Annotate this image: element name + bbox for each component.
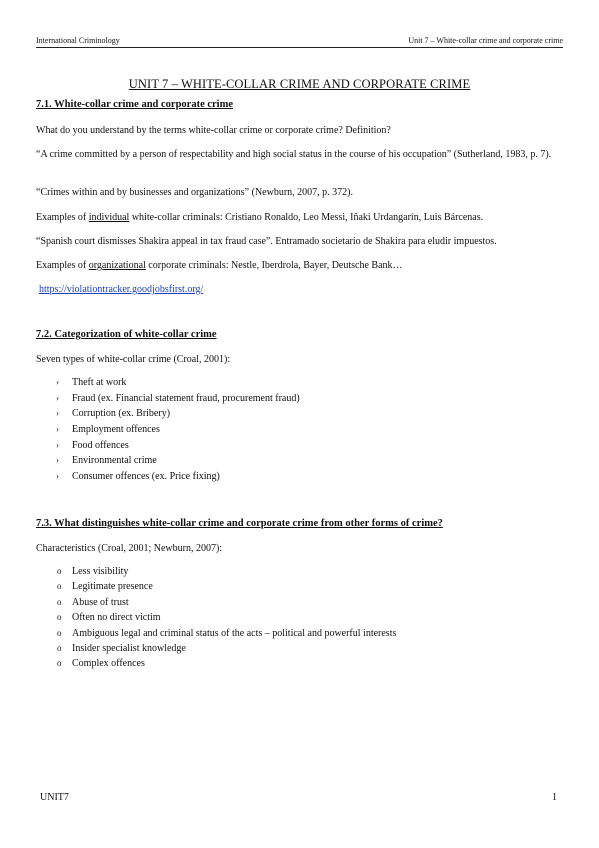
- footer-unit-label: UNIT7: [40, 792, 69, 803]
- list-item-text: Ambiguous legal and criminal status of the acts – political and powerful interests: [72, 627, 397, 639]
- list-item-text: Employment offences: [72, 424, 160, 436]
- individual-term: individual: [88, 212, 130, 223]
- organizational-term: organizational: [88, 260, 146, 271]
- violation-tracker-link-row: [39, 283, 566, 297]
- bullet-marker: o: [57, 642, 62, 653]
- individual-examples-prefix: Examples of: [36, 212, 89, 223]
- list-item: [36, 579, 396, 594]
- list-item-text: Theft at work: [72, 377, 127, 388]
- list-item-text: Legitimate presence: [72, 581, 153, 593]
- list-item-text: Abuse of trust: [72, 596, 129, 608]
- section-3-intro: Characteristics (Croal, 2001; Newburn, 2007):: [36, 543, 223, 554]
- header-divider: [36, 47, 563, 48]
- individual-examples-rest: white-collar criminals: Cristiano Ronaldo, Leo Messi, Iñaki Urdangarín, Luis Bárcenas.: [129, 212, 484, 223]
- bullet-marker: ›: [56, 424, 59, 435]
- shakira-headline: “Spanish court dismisses Shakira appeal in tax fraud case”. Entramado societario de Shakira para eludir impuestos.: [36, 236, 497, 247]
- page-header: [36, 36, 563, 46]
- organizational-examples: [36, 259, 563, 273]
- individual-examples: [36, 211, 563, 225]
- list-item-text: Corruption (ex. Bribery): [72, 408, 171, 420]
- bullet-marker: o: [57, 627, 62, 638]
- list-item: [36, 564, 396, 579]
- bullet-marker: ›: [56, 408, 59, 419]
- organizational-examples-rest: corporate criminals: Nestle, Iberdrola, Bayer, Deutsche Bank…: [145, 260, 403, 271]
- unit-title: UNIT 7 – WHITE-COLLAR CRIME AND CORPORATE CRIME: [128, 77, 471, 91]
- section-1-heading: 7.1. White-collar crime and corporate crime: [36, 99, 234, 110]
- bullet-marker: o: [57, 596, 62, 607]
- newburn-quote: “Crimes within and by businesses and organizations” (Newburn, 2007, p. 372).: [36, 187, 353, 198]
- bullet-marker: ›: [56, 455, 59, 466]
- bullet-marker: o: [57, 581, 62, 592]
- header-unit-title: Unit 7 – White-collar crime and corporate crime: [408, 36, 563, 45]
- list-item: [36, 375, 300, 391]
- list-item-text: Food offences: [72, 439, 129, 451]
- footer-page-number: 1: [552, 792, 557, 803]
- list-item: [36, 438, 300, 454]
- list-item-text: Consumer offences (ex. Price fixing): [72, 471, 220, 483]
- section-2-heading: 7.2. Categorization of white-collar crime: [36, 329, 217, 340]
- bullet-marker: ›: [56, 377, 59, 387]
- organizational-examples-prefix: Examples of: [36, 260, 89, 271]
- list-item: [36, 610, 396, 625]
- bullet-marker: ›: [56, 439, 59, 450]
- bullet-marker: ›: [56, 471, 59, 482]
- characteristics-list: [36, 564, 396, 672]
- list-item-text: Complex offences: [72, 658, 145, 670]
- definition-question: What do you understand by the terms white-collar crime or corporate crime? Definition?: [36, 125, 391, 136]
- list-item-text: Fraud (ex. Financial statement fraud, procurement fraud): [72, 392, 300, 404]
- list-item: [36, 656, 396, 671]
- list-item-text: Environmental crime: [72, 455, 157, 467]
- list-item: [36, 453, 300, 469]
- section-2-intro: Seven types of white-collar crime (Croal, 2001):: [36, 354, 231, 365]
- violation-tracker-link[interactable]: https://violationtracker.goodjobsfirst.org/: [39, 284, 204, 295]
- section-3-heading: 7.3. What distinguishes white-collar crime and corporate crime from other forms of crime?: [36, 518, 443, 529]
- bullet-marker: o: [57, 612, 62, 623]
- crime-types-list: [36, 375, 300, 485]
- list-item: [36, 406, 300, 422]
- list-item-text: Often no direct victim: [72, 612, 161, 624]
- list-item: [36, 641, 396, 656]
- bullet-marker: o: [57, 658, 62, 669]
- sutherland-quote: “A crime committed by a person of respectability and high social status in the course of his occupation” (Sutherland, 1983, p. 7).: [36, 149, 552, 160]
- list-item-text: Less visibility: [72, 566, 129, 577]
- bullet-marker: ›: [56, 392, 59, 403]
- list-item: [36, 391, 300, 407]
- list-item: [36, 626, 396, 641]
- list-item: [36, 469, 300, 485]
- bullet-marker: o: [57, 566, 62, 576]
- list-item: [36, 422, 300, 438]
- header-course-name: International Criminology: [36, 36, 120, 45]
- list-item: [36, 595, 396, 610]
- list-item-text: Insider specialist knowledge: [72, 642, 186, 654]
